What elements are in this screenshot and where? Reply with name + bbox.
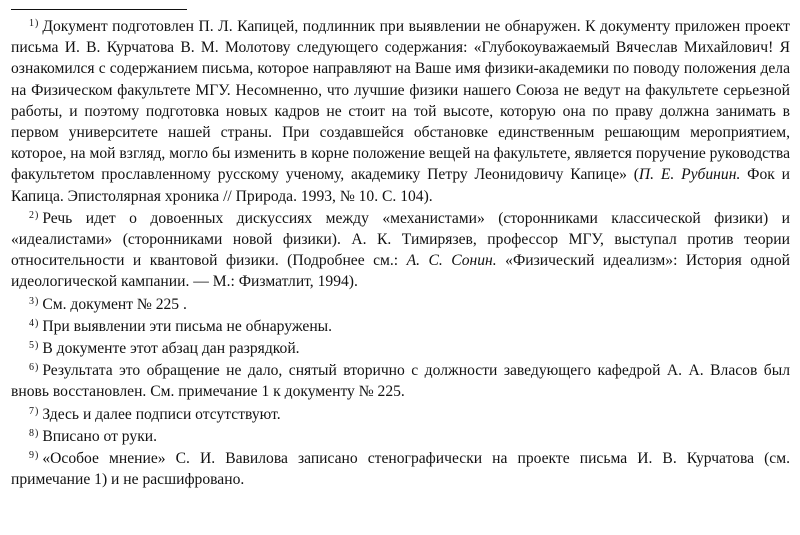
footnote-8: $^{8)}$ Вписано от руки. — [29, 427, 158, 445]
footnote-marker: 8 — [29, 427, 34, 439]
footnote-text: См. документ № 225 . — [42, 295, 187, 313]
footnote-marker: 6 — [29, 362, 34, 374]
footnote-3: $^{3)}$ См. документ № 225 . — [29, 295, 187, 313]
footnote-separator-rule — [11, 9, 187, 10]
footnote-text: Документ подготовлен П. Л. Капицей, подлинник при выявлении не обнаружен. К документу приложен проект письма И. В. Курчатова В. М. Молотову следующего содержания: «Глубокоуважаемый Вячеслав Михайлович! Я ознакомился с содержанием письма, которое направляют на Ваше имя физики-академики по поводу положения дела на Физическом факультете МГУ. Несомненно, что лучшие физики нашего Союза не ведут на факультете серьезной работы, и поэтому подготовка новых кадров не стоит на той высоте, которую она по праву должна занимать в первом университете нашей страны. При создавшейся обстановке единственным решающим мероприятием, которое, на мой взгляд, могло бы изменить в корне положение вещей на факультете, является поручение руководства факультетом прославленному русскому ученому, академику Петру Леонидовичу Капице» ( — [11, 18, 790, 184]
footnote-marker: 4 — [29, 317, 34, 329]
footnotes-block — [11, 16, 790, 491]
footnote-marker: 2 — [29, 209, 34, 221]
footnote-text: Вписано от руки. — [42, 427, 158, 445]
footnote-text: Фок и Капица. Эпистолярная хроника // Природа. 1993, № 10. С. 104). — [11, 166, 790, 205]
footnote-text: Речь идет о довоенных дискуссиях между «механистами» (сторонниками классической физики) и «идеалистами» (сторонниками новой физики). А. К. Тимирязев, профессор МГУ, выступал против теории относительности и квантовой физики. (Подробнее см.: — [11, 209, 790, 270]
footnote-author-italic: П. Е. Рубинин. — [638, 166, 741, 184]
footnote-text: При выявлении эти письма не обнаружены. — [42, 317, 333, 335]
footnote-5: $^{5)}$ В документе этот абзац дан разрядкой. — [29, 340, 300, 358]
footnote-text: «Особое мнение» С. И. Вавилова записано стенографически на проекте письма И. В. Курчатова (см. примечание 1) и не расшифровано. — [11, 450, 790, 489]
footnote-text: «Физический идеализм»: История одной идеологической кампании. — М.: Физматлит, 1994). — [11, 252, 790, 291]
footnote-marker: 1 — [29, 18, 34, 29]
footnote-author-italic: А. С. Сонин. — [406, 252, 497, 270]
footnote-9: $^{9)}$ «Особое мнение» С. И. Вавилова записано стенографически на проекте письма И. В. Курчатова (см. примечание 1) и не расшифровано. — [11, 450, 790, 489]
footnote-text: Здесь и далее подписи отсутствуют. — [42, 405, 281, 423]
footnote-text: Результата это обращение не дало, снятый вторично с должности заведующего кафедрой А. А. Власов был вновь восстановлен. См. примечание 1 к документу № 225. — [11, 362, 790, 401]
footnote-4: $^{4)}$ При выявлении эти письма не обнаружены. — [29, 317, 333, 335]
footnote-text: В документе этот абзац дан разрядкой. — [42, 340, 300, 358]
footnote-marker: 3 — [29, 295, 34, 307]
footnote-6: $^{6)}$ Результата это обращение не дало, снятый вторично с должности заведующего кафедрой А. А. Власов был вновь восстановлен. См. примечание 1 к документу № 225. — [11, 362, 790, 401]
footnote-marker: 7 — [29, 405, 34, 417]
footnote-1: $^{1)}$ Документ подготовлен П. Л. Капицей, подлинник при выявлении не обнаружен. К документу приложен проект письма И. В. Курчатова В. М. Молотову следующего содержания: «Глубокоуважаемый Вячеслав Михайлович! Я ознакомился с содержанием письма, которое направляют на Ваше имя физики-академики по поводу положения дела на Физическом факультете МГУ. Несомненно, что лучшие физики нашего Союза не ведут на факультете серьезной работы, и поэтому подготовка новых кадров не стоит на той высоте, которую она по праву должна занимать в первом университете нашей страны. При создавшейся обстановке единственным решающим мероприятием, которое, на мой взгляд, могло бы изменить в корне положение вещей на факультете, является поручение руководства факультетом прославленному русскому ученому, академику Петру Леонидовичу Капице» (П. Е. Рубинин. Фок и Капица. Эпистолярная хроника // Природа. 1993, № 10. С. 104). — [11, 18, 790, 205]
footnote-marker: 9 — [29, 450, 34, 462]
footnote-2: $^{2)}$ Речь идет о довоенных дискуссиях между «механистами» (сторонниками классической физики) и «идеалистами» (сторонниками новой физики). А. К. Тимирязев, профессор МГУ, выступал против теории относительности и квантовой физики. (Подробнее см.: А. С. Сонин. «Физический идеализм»: История одной идеологической кампании. — М.: Физматлит, 1994). — [11, 209, 790, 291]
footnote-marker: 5 — [29, 340, 34, 352]
footnote-7: $^{7)}$ Здесь и далее подписи отсутствуют. — [29, 405, 281, 423]
